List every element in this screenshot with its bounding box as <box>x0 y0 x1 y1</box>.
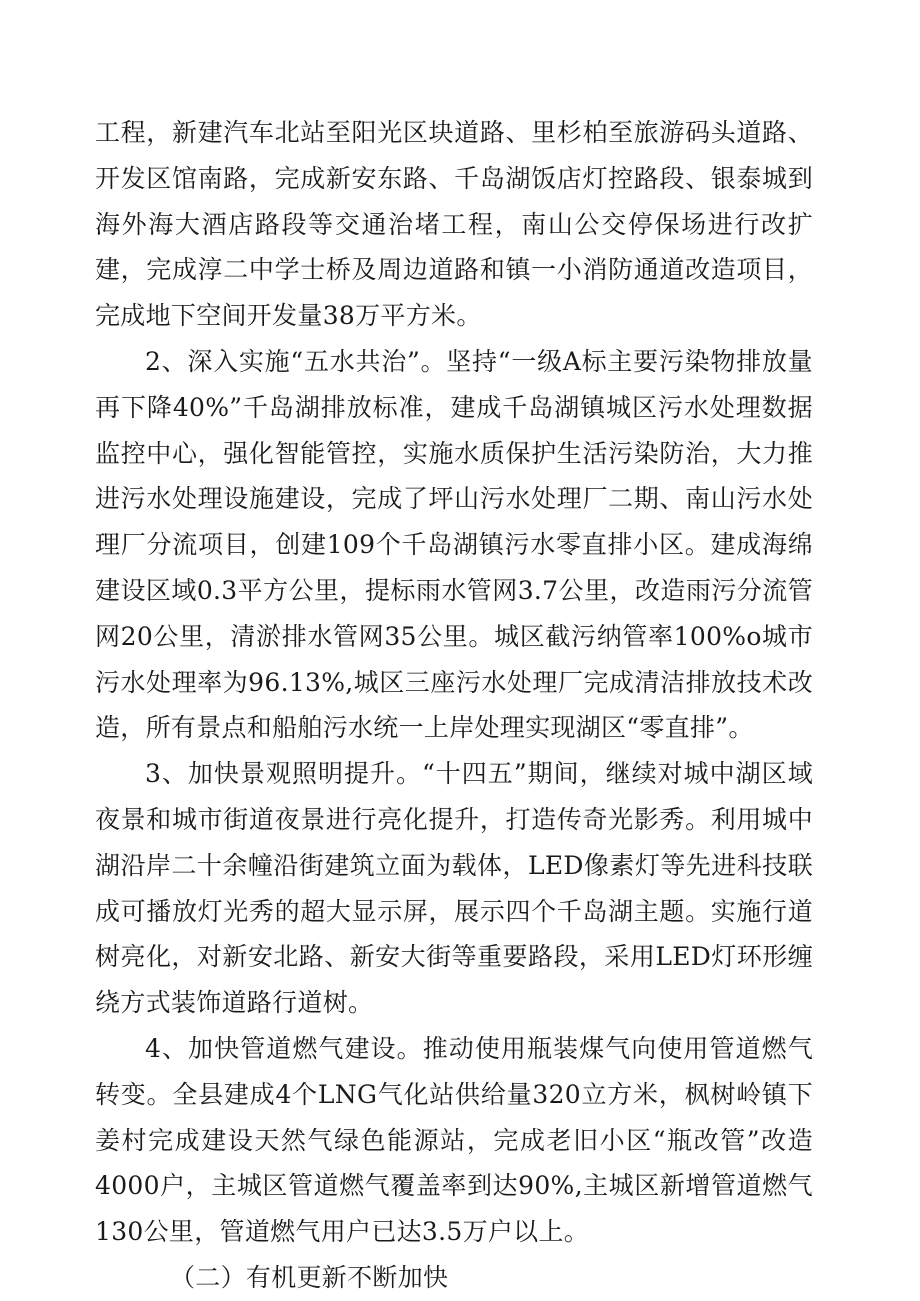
paragraph-road-projects: 工程，新建汽车北站至阳光区块道路、里杉柏至旅游码头道路、开发区馆南路，完成新安东路、千岛湖饭店灯控路段、银泰城到海外海大酒店路段等交通治堵工程，南山公交停保场进行改扩建，完成淳二中学士桥及周边道路和镇一小消防通道改造项目，完成地下空间开发量38万平方米。 <box>95 118 813 331</box>
document-body <box>95 110 813 1301</box>
paragraph-pipeline-gas: 4、加快管道燃气建设。推动使用瓶装煤气向使用管道燃气转变。全县建成4个LNG气化站供给量320立方米，枫树岭镇下姜村完成建设天然气绿色能源站，完成老旧小区“瓶改管”改造4000户，主城区管道燃气覆盖率到达90%,主城区新增管道燃气130公里，管道燃气用户已达3.5万户以上。 <box>95 1033 813 1247</box>
section-heading: （二）有机更新不断加快 <box>170 1262 449 1292</box>
paragraph-five-water-governance: 2、深入实施“五水共治”。坚持“一级A标主要污染物排放量再下降40%”千岛湖排放标准，建成千岛湖镇城区污水处理数据监控中心，强化智能管控，实施水质保护生活污染防治，大力推进污水处理设施建设，完成了坪山污水处理厂二期、南山污水处理厂分流项目，创建109个千岛湖镇污水零直排小区。建成海绵建设区域0.3平方公里，提标雨水管网3.7公里，改造雨污分流管网20公里，清淤排水管网35公里。城区截污纳管率100%o城市污水处理率为96.13%,城区三座污水处理厂完成清洁排放技术改造，所有景点和船舶污水统一上岸处理实现湖区“零直排”。 <box>95 346 813 743</box>
paragraph-landscape-lighting: 3、加快景观照明提升。“十四五”期间，继续对城中湖区域夜景和城市街道夜景进行亮化提升，打造传奇光影秀。利用城中湖沿岸二十余幢沿街建筑立面为载体，LED像素灯等先进科技联成可播放灯光秀的超大显示屏，展示四个千岛湖主题。实施行道树亮化，对新安北路、新安大街等重要路段，采用LED灯环形缠绕方式装饰道路行道树。 <box>95 759 813 1018</box>
